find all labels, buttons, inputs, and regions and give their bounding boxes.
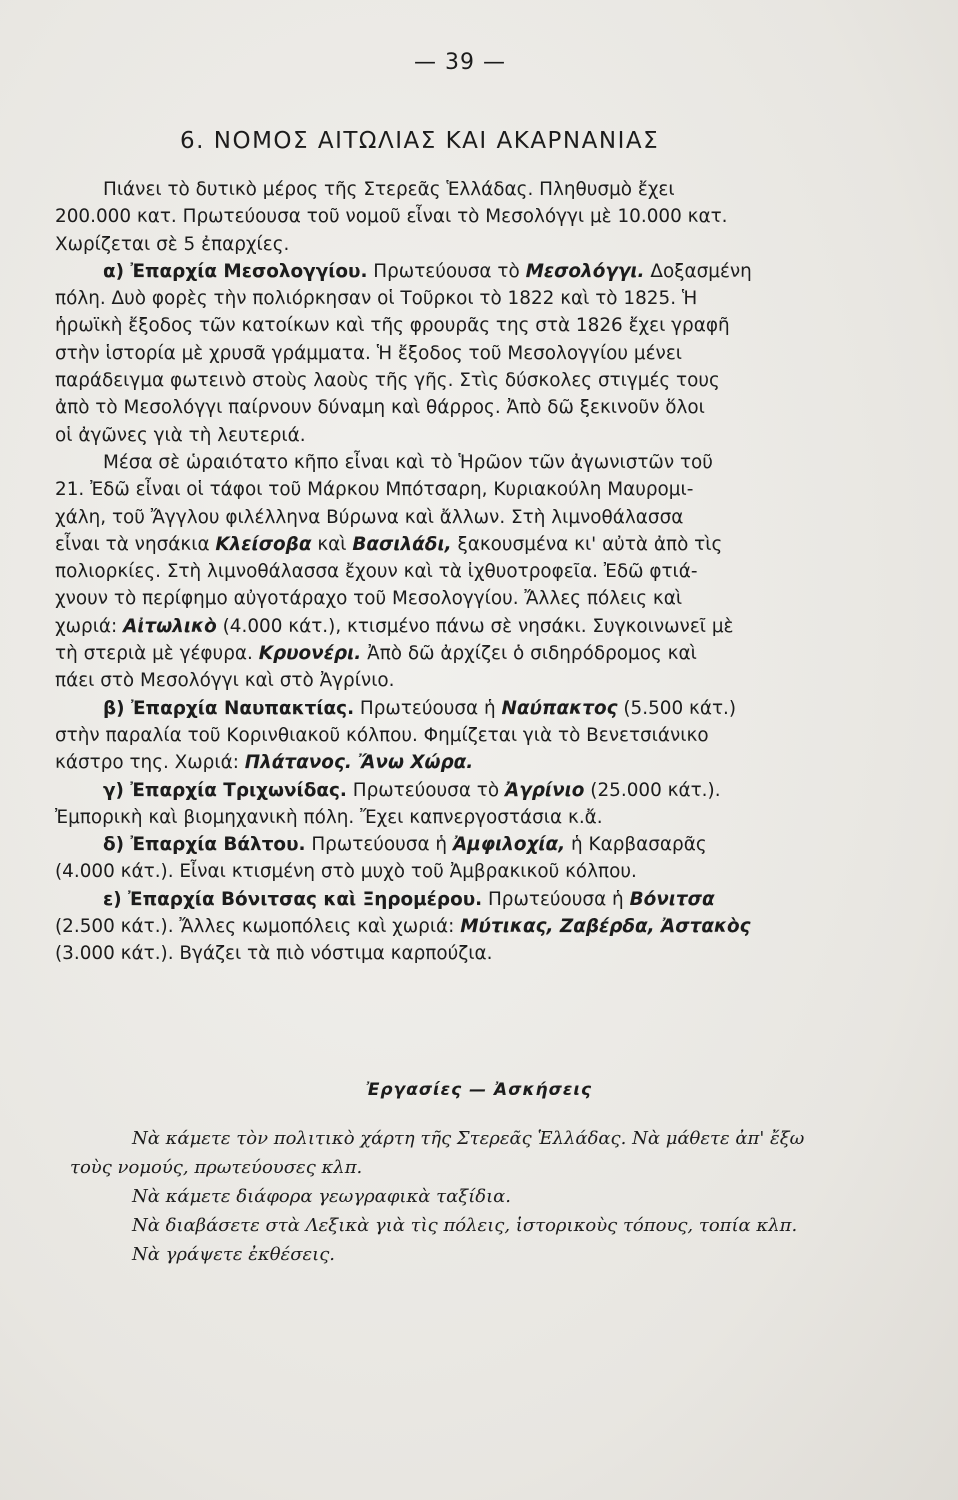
text-line: χωριά: Αἰτωλικὸ (4.000 κάτ.), κτισμένο πάνω σὲ νησάκι. Συγκοινωνεῖ μὲ: [55, 615, 734, 637]
text-line: χνουν τὸ περίφημο αὐγοτάραχο τοῦ Μεσολογγίου. Ἄλλες πόλεις καὶ: [55, 588, 683, 610]
section-a-label: α) Ἐπαρχία Μεσολογγίου.: [103, 260, 368, 282]
text-line: στὴν ἱστορία μὲ χρυσᾶ γράμματα. Ἡ ἔξοδος τοῦ Μεσολογγίου μένει: [55, 342, 682, 364]
text-line: πόλη. Δυὸ φορὲς τὴν πολιόρκησαν οἱ Τοῦρκοι τὸ 1822 καὶ τὸ 1825. Ἡ: [55, 288, 698, 310]
page-number: — 39 —: [414, 50, 506, 75]
text-line: 21. Ἐδῶ εἶναι οἱ τάφοι τοῦ Μάρκου Μπότσαρη, Κυριακούλη Μαυρομι-: [55, 479, 694, 501]
place-name: Βόνιτσα: [629, 888, 715, 910]
main-text: [55, 176, 863, 968]
text-line: παράδειγμα φωτεινὸ στοὺς λαοὺς τῆς γῆς. Στὶς δύσκολες στιγμές τους: [55, 370, 720, 392]
text-line: Χωρίζεται σὲ 5 ἐπαρχίες.: [55, 233, 290, 255]
text-line: οἱ ἀγῶνες γιὰ τὴ λευτεριά.: [55, 424, 306, 446]
place-name: Κλείσοβα: [215, 533, 312, 555]
text-line: (4.000 κάτ.). Εἶναι κτισμένη στὸ μυχὸ τοῦ Ἀμβρακικοῦ κόλπου.: [55, 861, 637, 883]
section-c-label: γ) Ἐπαρχία Τριχωνίδας.: [103, 779, 347, 801]
text-line: ἀπὸ τὸ Μεσολόγγι παίρνουν δύναμη καὶ θάρρος. Ἀπὸ δῶ ξεκινοῦν ὅλοι: [55, 397, 705, 419]
place-name: Πλάτανος. Ἄνω Χώρα.: [244, 752, 474, 774]
section-b-label: β) Ἐπαρχία Ναυπακτίας.: [103, 697, 355, 719]
place-name: Κρυονέρι.: [258, 643, 362, 665]
text-line: Πιάνει τὸ δυτικὸ μέρος τῆς Στερεᾶς Ἑλλάδας. Πληθυσμὸ ἔχει: [103, 179, 675, 200]
section-e-heading-line: ε) Ἐπαρχία Βόνιτσας καὶ Ξηρομέρου. Πρωτεύουσα ἡ Βόνιτσα: [103, 888, 715, 910]
place-name: Ἀμφιλοχία,: [452, 834, 566, 856]
place-name: Μύτικας, Ζαβέρδα, Ἀστακὸς: [460, 916, 751, 938]
place-name: Αἰτωλικὸ: [123, 615, 217, 637]
place-name: Ναύπακτος: [501, 697, 618, 719]
text-line: (2.500 κάτ.). Ἄλλες κωμοπόλεις καὶ χωριά: Μύτικας, Ζαβέρδα, Ἀστακὸς: [55, 916, 751, 938]
place-name: Ἀγρίνιο: [505, 779, 585, 801]
text-line: ἡρωϊκὴ ἔξοδος τῶν κατοίκων καὶ τῆς φρουρᾶς της στὰ 1826 ἔχει γραφῆ: [55, 315, 730, 337]
text-line: τὴ στεριὰ μὲ γέφυρα. Κρυονέρι. Ἀπὸ δῶ ἀρχίζει ὁ σιδηρόδρομος καὶ: [55, 643, 697, 665]
section-d-label: δ) Ἐπαρχία Βάλτου.: [103, 834, 306, 856]
place-name: Μεσολόγγι.: [525, 260, 645, 282]
text-line: χάλη, τοῦ Ἄγγλου φιλέλληνα Βύρωνα καὶ ἄλλων. Στὴ λιμνοθάλασσα: [55, 506, 684, 528]
chapter-title: 6. ΝΟΜΟΣ ΑΙΤΩΛΙΑΣ ΚΑΙ ΑΚΑΡΝΑΝΙΑΣ: [180, 128, 660, 154]
text-line: εἶναι τὰ νησάκια Κλείσοβα καὶ Βασιλάδι, ξακουσμένα κι' αὐτὰ ἀπὸ τὶς: [55, 533, 723, 555]
exercises-heading: Ἐργασίες — Ἀσκήσεις: [365, 1080, 593, 1100]
text-line: Ἐμπορικὴ καὶ βιομηχανικὴ πόλη. Ἔχει καπνεργοστάσια κ.ἄ.: [55, 806, 603, 828]
text-line: πάει στὸ Μεσολόγγι καὶ στὸ Ἀγρίνιο.: [55, 670, 395, 692]
exercise-line: Νὰ γράψετε ἐκθέσεις.: [132, 1244, 336, 1265]
exercises-list: [70, 1124, 890, 1269]
section-c-heading-line: γ) Ἐπαρχία Τριχωνίδας. Πρωτεύουσα τὸ Ἀγρίνιο (25.000 κάτ.).: [103, 779, 721, 801]
section-e-label: ε) Ἐπαρχία Βόνιτσας καὶ Ξηρομέρου.: [103, 888, 483, 910]
exercise-line: Νὰ διαβάσετε στὰ Λεξικὰ γιὰ τὶς πόλεις, ἱστορικοὺς τόπους, τοπία κλπ.: [132, 1215, 798, 1236]
place-name: Βασιλάδι,: [352, 533, 452, 555]
text-line: Μέσα σὲ ὡραιότατο κῆπο εἶναι καὶ τὸ Ἡρῶον τῶν ἀγωνιστῶν τοῦ: [103, 451, 713, 473]
section-b-heading-line: β) Ἐπαρχία Ναυπακτίας. Πρωτεύουσα ἡ Ναύπακτος (5.500 κάτ.): [103, 697, 737, 719]
section-a-heading-line: α) Ἐπαρχία Μεσολογγίου. Πρωτεύουσα τὸ Μεσολόγγι. Δοξασμένη: [103, 260, 752, 282]
exercise-line: Νὰ κάμετε τὸν πολιτικὸ χάρτη τῆς Στερεᾶς Ἑλλάδας. Νὰ μάθετε ἀπ' ἔξω: [132, 1128, 805, 1149]
exercise-line: Νὰ κάμετε διάφορα γεωγραφικὰ ταξίδια.: [132, 1186, 512, 1207]
text-line: κάστρο της. Χωριά: Πλάτανος. Ἄνω Χώρα.: [55, 752, 474, 774]
text-line: στὴν παραλία τοῦ Κορινθιακοῦ κόλπου. Φημίζεται γιὰ τὸ Βενετσιάνικο: [55, 724, 709, 746]
text-line: πολιορκίες. Στὴ λιμνοθάλασσα ἔχουν καὶ τὰ ἰχθυοτροφεῖα. Ἐδῶ φτιά-: [55, 561, 698, 583]
text-line: 200.000 κατ. Πρωτεύουσα τοῦ νομοῦ εἶναι τὸ Μεσολόγγι μὲ 10.000 κατ.: [55, 206, 728, 228]
text-line: (3.000 κάτ.). Βγάζει τὰ πιὸ νόστιμα καρπούζια.: [55, 943, 493, 965]
exercise-line: τοὺς νομούς, πρωτεύουσες κλπ.: [70, 1157, 363, 1178]
section-d-heading-line: δ) Ἐπαρχία Βάλτου. Πρωτεύουσα ἡ Ἀμφιλοχία, ἡ Καρβασαρᾶς: [103, 834, 707, 856]
